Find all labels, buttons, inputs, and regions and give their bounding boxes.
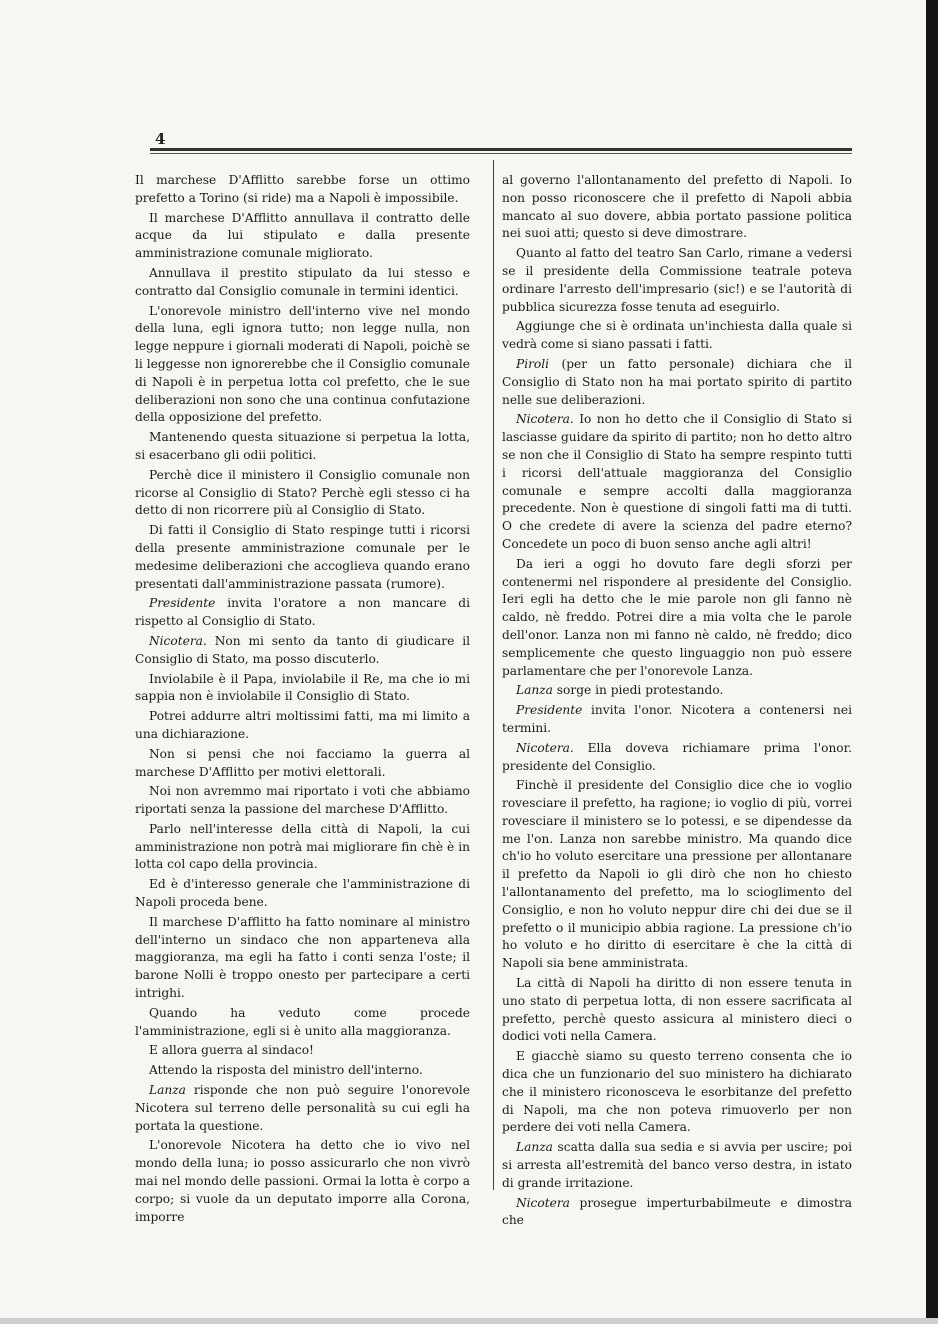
paragraph-text: scatta dalla sua sedia e si avvia per uscire; poi si arresta all'estremità del banco verso destra, in istato di grande irritazione. bbox=[502, 1140, 852, 1190]
paragraph-text: Annullava il prestito stipulato da lui stesso e contratto dal Consiglio comunale in termini identici. bbox=[135, 265, 470, 298]
scan-bottom-edge bbox=[0, 1318, 938, 1324]
paragraph bbox=[502, 411, 852, 553]
paragraph bbox=[135, 172, 470, 208]
paragraph bbox=[135, 210, 470, 263]
paragraph bbox=[135, 633, 470, 669]
paragraph-text: prosegue imperturbabilmeute e dimostra che bbox=[502, 1195, 852, 1228]
paragraph-text: Il marchese D'Afflitto sarebbe forse un ottimo prefetto a Torino (si ride) ma a Napoli è impossibile. bbox=[135, 173, 470, 205]
paragraph-text: Finchè il presidente del Consiglio dice che io voglio rovesciare il prefetto, ha ragione; io voglio di più, vorrei rovesciare il ministero se lo potessi, e se dipendesse da me l'on. Lanza non sarebbe ministro. Ma quando dice ch'io ho voluto esercitare una pressione per allontanare il prefetto da Napoli io gli dirò che non ho chiesto l'allontanamento del prefetto, ma lo scioglimento del Consiglio, e non ho voluto neppur dire chi dei due se il prefetto o il municipio abbia ragione. La pressione ch'io ho voluto e ho diritto di esercitare è che la città di Napoli sia bene amministrata. bbox=[502, 778, 852, 971]
paragraph-text: Non mi sento da tanto di giudicare il Consiglio di Stato, ma posso discuterlo. bbox=[135, 633, 470, 666]
paragraph-text: Mantenendo questa situazione si perpetua la lotta, si esacerbano gli odii politici. bbox=[135, 430, 470, 462]
paragraph bbox=[135, 1005, 470, 1041]
paragraph bbox=[502, 975, 852, 1046]
header-rule-thin bbox=[150, 153, 852, 154]
paragraph-text: Attendo la risposta del ministro dell'interno. bbox=[149, 1063, 423, 1078]
speaker-name: Nicotera bbox=[516, 1195, 570, 1210]
paragraph-text: (per un fatto personale) dichiara che il Consiglio di Stato non ha mai portato spirito di partito nelle sue deliberazioni. bbox=[502, 356, 852, 407]
paragraph-text: Da ieri a oggi ho dovuto fare degli sforzi per contenermi nel rispondere al presidente del Consiglio. Ieri egli ha detto che le mie parole non gli fanno nè caldo, nè freddo. Potrei dire a mia volta che le parole dell'onor. Lanza non mi fanno nè caldo, nè freddo; dico semplicemente che questo linguaggio non può essere parlamentare che per l'onorevole Lanza. bbox=[502, 556, 852, 678]
paragraph bbox=[502, 172, 852, 243]
column-divider bbox=[493, 160, 494, 1190]
paragraph-text: invita l'onor. Nicotera a contenersi nei termini. bbox=[502, 703, 852, 735]
paragraph-text: Aggiunge che si è ordinata un'inchiesta dalla quale si vedrà come si siano passati i fatti. bbox=[502, 319, 852, 352]
paragraph-text: Il marchese D'afflitto ha fatto nominare al ministro dell'interno un sindaco che non apparteneva alla maggioranza, ma egli ha fatto i conti senza l'oste; il barone Nolli è troppo onesto per partecipare a certi intrighi. bbox=[135, 914, 470, 1001]
paragraph bbox=[135, 1082, 470, 1135]
speaker-name: Lanza bbox=[149, 1083, 186, 1098]
speaker-name: Piroli bbox=[516, 356, 550, 371]
speaker-name: Presidente bbox=[149, 596, 216, 611]
paragraph bbox=[135, 265, 470, 301]
header-rule bbox=[150, 148, 852, 151]
paragraph-text: Perchè dice il ministero il Consiglio comunale non ricorse al Consiglio di Stato? Perchè egli stesso ci ha detto di non ricorrere più al Consiglio di Stato. bbox=[135, 467, 470, 518]
paragraph bbox=[135, 783, 470, 819]
page-number: 4 bbox=[155, 130, 166, 148]
paragraph-text: Di fatti il Consiglio di Stato respinge tutti i ricorsi della presente amministrazione comunale per le medesime deliberazioni che accoglieva quando erano presentati dall'amministrazione passata (rumore). bbox=[135, 523, 470, 591]
paragraph-text: E giacchè siamo su questo terreno consenta che io dica che un funzionario del suo ministero ha dichiarato che il ministero riconosceva le esorbitanze del prefetto di Napoli, ma che non poteva rimuoverlo per non perdere dei voti nella Camera. bbox=[502, 1049, 852, 1135]
paragraph-text: Quanto al fatto del teatro San Carlo, rimane a vedersi se il presidente della Commissione teatrale poteva ordinare l'arresto dell'impresario (sic!) e se l'autorità di pubblica sicurezza fosse tenuta ad eseguirlo. bbox=[502, 246, 852, 314]
speaker-name: Nicotera. bbox=[149, 633, 207, 648]
paragraph bbox=[135, 522, 470, 593]
speaker-name: Nicotera. bbox=[516, 412, 574, 427]
paragraph bbox=[502, 740, 852, 776]
paragraph bbox=[502, 1195, 852, 1231]
paragraph-text: Ed è d'interesso generale che l'amministrazione di Napoli proceda bene. bbox=[135, 877, 470, 910]
paragraph-text: Ella doveva richiamare prima l'onor. presidente del Consiglio. bbox=[502, 740, 852, 773]
paragraph bbox=[502, 318, 852, 354]
speaker-name: Lanza bbox=[516, 1140, 553, 1155]
paragraph bbox=[135, 1137, 470, 1226]
paragraph-text: risponde che non può seguire l'onorevole Nicotera sul terreno delle personalità su cui egli ha portata la questione. bbox=[135, 1083, 470, 1133]
paragraph bbox=[502, 556, 852, 681]
paragraph-text: L'onorevole ministro dell'interno vive nel mondo della luna, egli ignora tutto; non legge nulla, non legge neppure i giornali moderati di Napoli, poichè se li leggesse non ignorerebbe che il Consiglio comunale di Napoli è in perpetua lotta col prefetto, che le sue deliberazioni non sono che una continua confutazione della opposizione del prefetto. bbox=[135, 303, 470, 425]
left-column bbox=[135, 172, 470, 1228]
paragraph-text: sorge in piedi protestando. bbox=[552, 683, 724, 698]
paragraph bbox=[135, 1042, 470, 1060]
paragraph bbox=[502, 1139, 852, 1192]
paragraph bbox=[135, 671, 470, 707]
right-column bbox=[502, 172, 852, 1232]
paragraph bbox=[135, 467, 470, 520]
paragraph bbox=[502, 702, 852, 738]
paragraph bbox=[135, 914, 470, 1003]
paragraph-text: al governo l'allontanamento del prefetto di Napoli. Io non posso riconoscere che il prefetto di Napoli abbia mancato al suo dovere, abbia portato passione politica nei suoi atti; questo si deve dimostrare. bbox=[502, 173, 852, 241]
paragraph-text: Noi non avremmo mai riportato i voti che abbiamo riportati senza la passione del marchese D'Afflitto. bbox=[135, 784, 470, 817]
paragraph-text: Parlo nell'interesse della città di Napoli, la cui amministrazione non potrà mai migliorare fin chè è in lotta col capo della provincia. bbox=[135, 821, 470, 872]
paragraph bbox=[135, 821, 470, 874]
paragraph bbox=[502, 777, 852, 973]
paragraph bbox=[135, 1062, 470, 1080]
paragraph-text: La città di Napoli ha diritto di non essere tenuta in uno stato di perpetua lotta, di non essere sacrificata al prefetto, perchè questo assicura al ministero dieci o dodici voti nella Camera. bbox=[502, 976, 852, 1044]
paragraph bbox=[135, 746, 470, 782]
paragraph bbox=[502, 356, 852, 409]
paragraph-text: Quando ha veduto come procede l'amministrazione, egli si è unito alla maggioranza. bbox=[135, 1005, 470, 1038]
paragraph-text: Il marchese D'Afflitto annullava il contratto delle acque da lui stipulato e dalla presente amministrazione comunale migliorato. bbox=[135, 210, 470, 261]
paragraph bbox=[135, 303, 470, 428]
paragraph-text: invita l'oratore a non mancare di rispetto al Consiglio di Stato. bbox=[135, 596, 470, 629]
paragraph bbox=[135, 429, 470, 465]
paragraph-text: Io non ho detto che il Consiglio di Stato si lasciasse guidare da spirito di partito; non ho detto altro se non che il Consiglio di Stato ha sempre respinto tutti i ricorsi dell'attuale maggioranza del Consiglio comunale e sempre accolti dalla maggioranza precedente. Non è questione di singoli fatti ma di tutti. O che credete di avere la scienza del padre eterno? Concedete un poco di buon senso anche agli altri! bbox=[502, 412, 852, 551]
paragraph bbox=[502, 245, 852, 316]
paragraph bbox=[502, 682, 852, 700]
scan-border bbox=[926, 0, 938, 1324]
paragraph bbox=[502, 1048, 852, 1137]
speaker-name: Lanza bbox=[516, 683, 553, 698]
paragraph-text: L'onorevole Nicotera ha detto che io vivo nel mondo della luna; io posso assicurarlo che non vivrò mai nel mondo delle passioni. Ormai la lotta è corpo a corpo; si vuole da un deputato imporre alla Corona, imporre bbox=[135, 1138, 470, 1224]
paragraph bbox=[135, 595, 470, 631]
paragraph-text: E allora guerra al sindaco! bbox=[149, 1043, 314, 1058]
paragraph bbox=[135, 876, 470, 912]
speaker-name: Presidente bbox=[516, 703, 583, 718]
paragraph bbox=[135, 708, 470, 744]
speaker-name: Nicotera. bbox=[516, 740, 574, 755]
paragraph-text: Non si pensi che noi facciamo la guerra al marchese D'Afflitto per motivi elettorali. bbox=[135, 746, 470, 779]
paragraph-text: Potrei addurre altri moltissimi fatti, ma mi limito a una dichiarazione. bbox=[135, 709, 470, 741]
paragraph-text: Inviolabile è il Papa, inviolabile il Re, ma che io mi sappia non è inviolabile il Consiglio di Stato. bbox=[135, 671, 470, 704]
